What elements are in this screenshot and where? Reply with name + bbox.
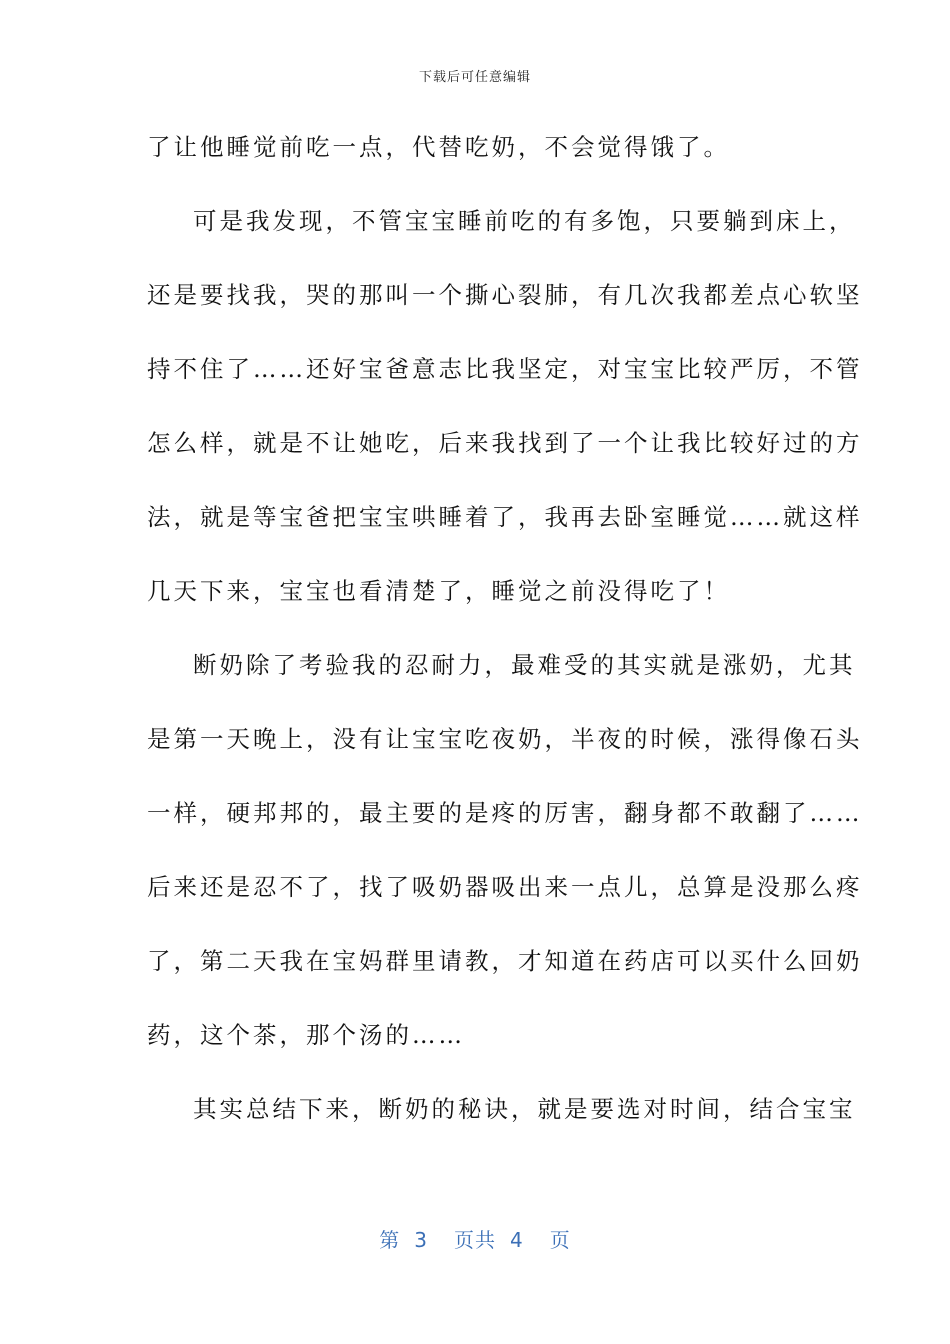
text-line: 法，就是等宝爸把宝宝哄睡着了，我再去卧室睡觉……就这样	[147, 503, 863, 531]
text-line: 持不住了……还好宝爸意志比我坚定，对宝宝比较严厉，不管	[147, 355, 863, 383]
text-line: 是第一天晚上，没有让宝宝吃夜奶，半夜的时候，涨得像石头	[147, 725, 863, 753]
text-line: 怎么样，就是不让她吃，后来我找到了一个让我比较好过的方	[147, 429, 863, 457]
text-line: 了让他睡觉前吃一点，代替吃奶，不会觉得饿了。	[147, 133, 730, 161]
text-line: 几天下来，宝宝也看清楚了，睡觉之前没得吃了！	[147, 577, 730, 605]
text-line: 了，第二天我在宝妈群里请教，才知道在药店可以买什么回奶	[147, 947, 863, 975]
document-body	[147, 118, 863, 1154]
text-line: 断奶除了考验我的忍耐力，最难受的其实就是涨奶，尤其	[193, 651, 856, 679]
text-line: 药，这个茶，那个汤的……	[147, 1021, 465, 1049]
page-suffix: 页	[549, 1228, 571, 1252]
page-footer	[0, 1224, 950, 1253]
page-prefix: 第	[379, 1228, 401, 1252]
page-total: 4	[510, 1228, 524, 1252]
text-line: 后来还是忍不了，找了吸奶器吸出来一点儿，总算是没那么疼	[147, 873, 863, 901]
text-line: 还是要找我，哭的那叫一个撕心裂肺，有几次我都差点心软坚	[147, 281, 863, 309]
text-line: 其实总结下来，断奶的秘诀，就是要选对时间，结合宝宝	[193, 1095, 856, 1123]
text-line: 可是我发现，不管宝宝睡前吃的有多饱，只要躺到床上，	[193, 207, 856, 235]
page-middle: 页共	[454, 1228, 496, 1252]
text-line: 一样，硬邦邦的，最主要的是疼的厉害，翻身都不敢翻了……	[147, 799, 863, 827]
page-header: 下载后可任意编辑	[418, 70, 531, 85]
page-number: 3	[414, 1228, 428, 1252]
